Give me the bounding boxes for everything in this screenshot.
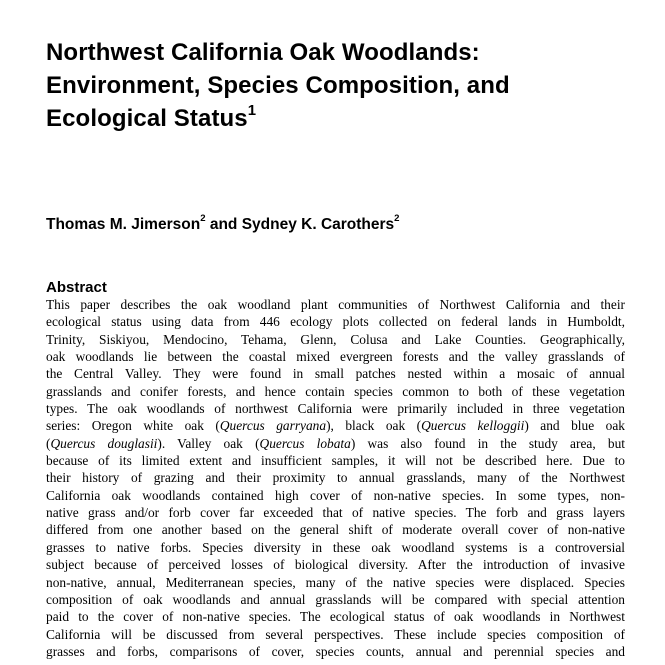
title-line-2: Environment, Species Composition, and — [46, 72, 510, 99]
abstract-line: This paper describes the oak woodland plant communities of Northwest California and their — [46, 297, 625, 312]
title-line-3 — [46, 102, 646, 135]
author-1-affiliation-mark: 2 — [200, 213, 206, 225]
abstract-text: ), black oak ( — [326, 418, 422, 434]
abstract-line: subject because of perceived losses of biological diversity. After the introduction of invasive — [46, 557, 625, 573]
species-name: Quercus lobata — [259, 435, 351, 451]
abstract-line: ecological status using data from 446 ecology plots collected on federal lands in Humboldt, — [46, 314, 625, 330]
abstract-line: grasses to native forbs. Species diversity in these oak woodland systems is a controversial — [46, 539, 625, 555]
species-name: Quercus douglasii — [50, 435, 158, 451]
abstract-heading: Abstract — [46, 279, 107, 296]
author-conjunction: and — [205, 216, 242, 233]
species-name: Quercus garryana — [219, 418, 327, 434]
author-line — [46, 215, 400, 235]
abstract-line: because of its limited extent and insufficient samples, it will not be described here. Due to — [46, 453, 625, 469]
abstract-line: Trinity, Siskiyou, Mendocino, Tehama, Glenn, Colusa and Lake Counties. Geographically, — [46, 331, 625, 347]
abstract-line: differed from one another based on the general shift of moderate overall cover of non-native — [46, 522, 625, 538]
title-line-1: Northwest California Oak Woodlands: — [46, 39, 480, 66]
author-1: Thomas M. Jimerson — [46, 216, 201, 233]
title-line-3-text: Ecological Status — [46, 105, 248, 132]
abstract-text: ). Valley oak ( — [157, 435, 260, 451]
abstract-line: grasslands and conifer forests, and hence contain species common to both of these vegetation — [46, 383, 625, 399]
abstract-text: ) was also found in the study area, but — [350, 435, 625, 451]
abstract-line: composition of oak woodlands and annual grasslands will be compared with special attention — [46, 591, 625, 607]
abstract-line: paid to the cover of non-native species. The ecological status of oak woodlands in Northwest — [46, 609, 625, 625]
abstract-line — [46, 417, 625, 434]
abstract-text: ( — [46, 435, 51, 451]
abstract-line: California will be discussed from several perspectives. These include species composition of — [46, 626, 625, 642]
abstract-line: the Central Valley. They were found in small patches nested within a mosaic of annual — [46, 366, 625, 382]
abstract-text: series: Oregon white oak ( — [46, 418, 220, 434]
title-footnote-mark: 1 — [247, 102, 257, 119]
abstract-line: California oak woodlands contained high cover of non-native species. In some types, non- — [46, 487, 625, 503]
author-2: Sydney K. Carothers — [241, 216, 395, 233]
abstract-line: grasses and forbs, comparisons of cover, species counts, annual and perennial species and — [46, 643, 625, 659]
abstract-line — [46, 435, 625, 452]
abstract-line: types. The oak woodlands of northwest California were primarily included in three vegetation — [46, 401, 625, 417]
abstract-line: non-native, annual, Mediterranean species, many of the native species were displaced. Species — [46, 574, 625, 590]
abstract-line: native grass and/or forb cover far exceeded that of native species. The forb and grass layers — [46, 505, 625, 521]
abstract-text: ) and blue oak — [524, 418, 625, 434]
species-name: Quercus kelloggii — [421, 418, 525, 434]
abstract-line: their history of grazing and their proximity to annual grasslands, many of the Northwest — [46, 470, 625, 486]
paper-title — [46, 36, 646, 135]
abstract-body — [46, 296, 625, 660]
abstract-line: oak woodlands lie between the coastal mixed evergreen forests and the valley grasslands of — [46, 349, 625, 365]
author-2-affiliation-mark: 2 — [394, 213, 400, 225]
